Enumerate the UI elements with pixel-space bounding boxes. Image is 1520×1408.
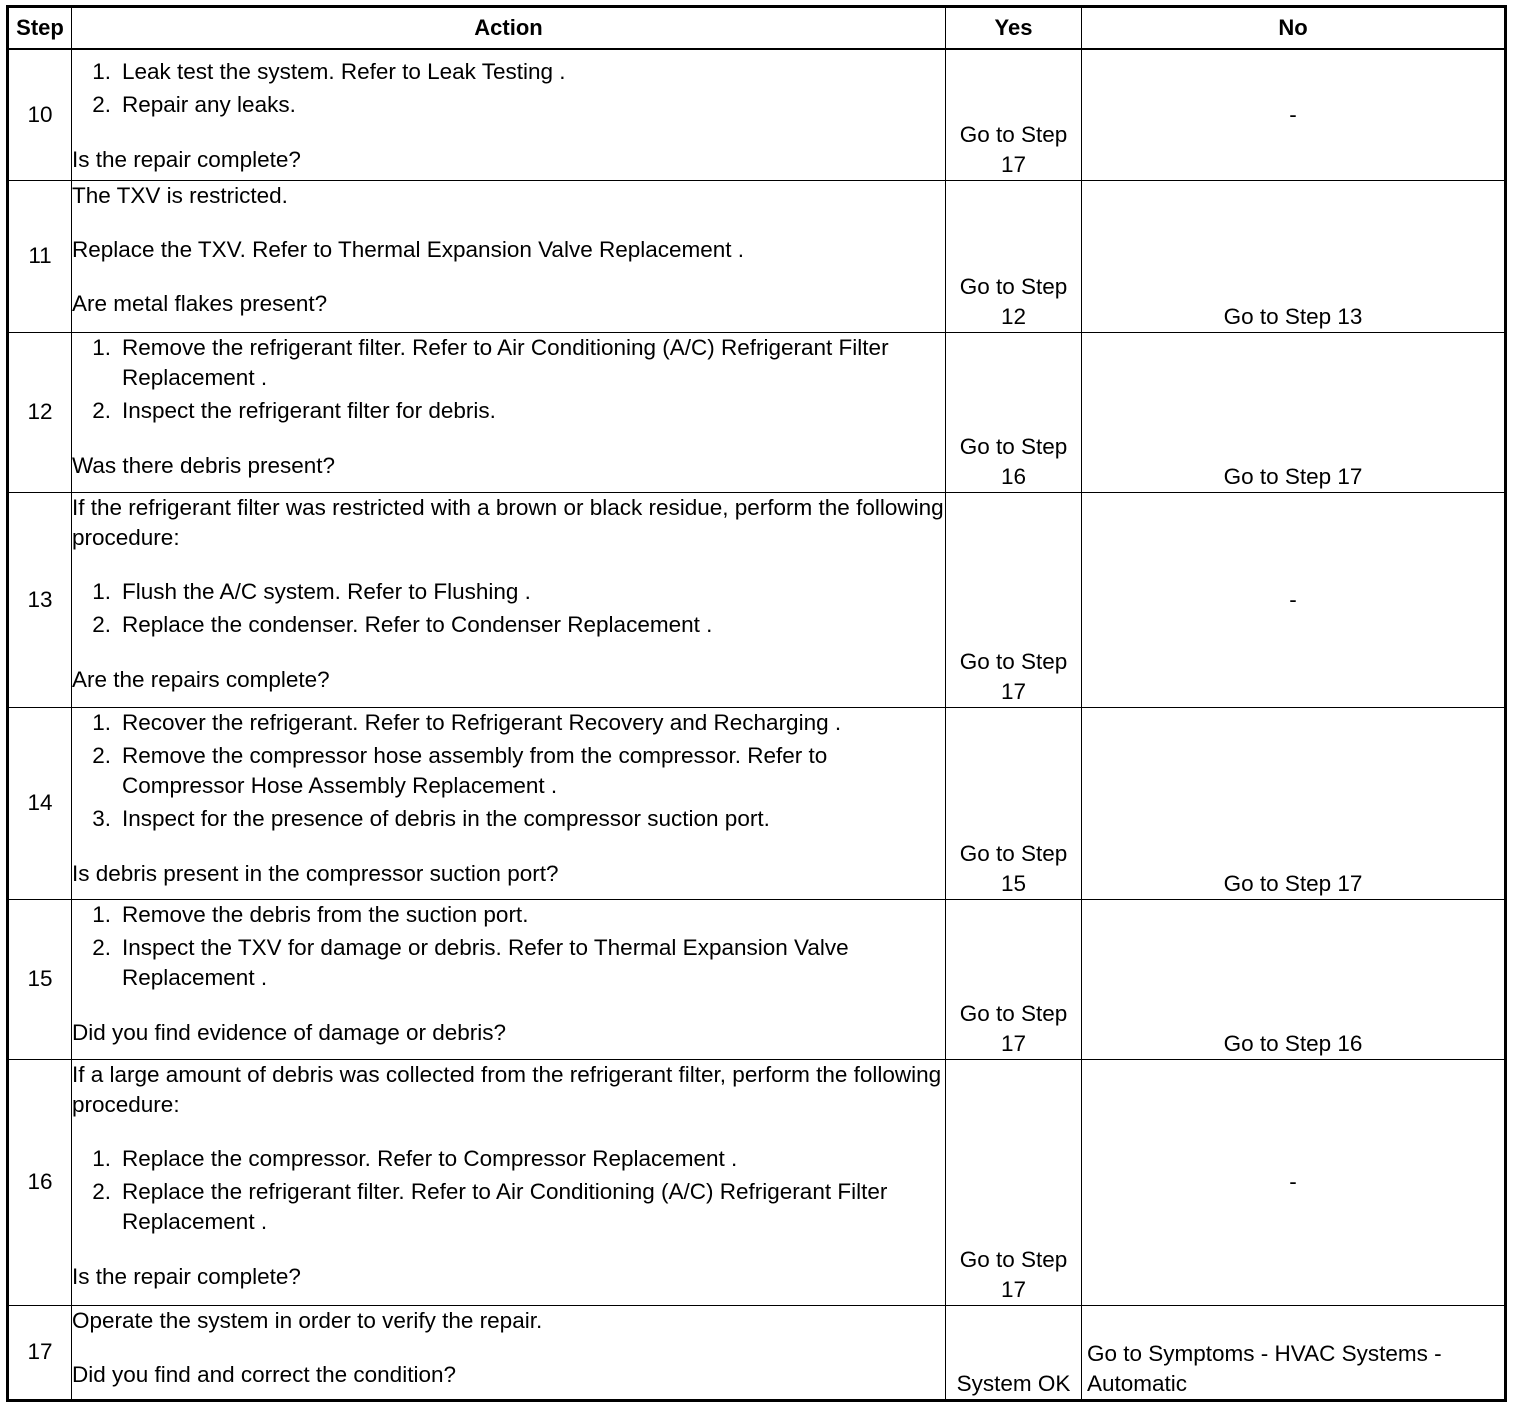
- table-row-step-12: [8, 332, 1506, 492]
- list-item: 2. Replace the condenser. Refer to Condenser Replacement .: [92, 611, 713, 637]
- list-item: 1. Remove the debris from the suction port.: [92, 901, 529, 927]
- list-item: 1. Remove the refrigerant filter. Refer to Air Conditioning (A/C) Refrigerant Filter Replacement .: [92, 334, 889, 390]
- header-step: Step: [8, 7, 72, 50]
- step-number: 11: [8, 180, 72, 332]
- yes-cell: Go to Step 15: [946, 707, 1082, 899]
- step-number: 10: [8, 49, 72, 180]
- intro-text: If the refrigerant filter was restricted with a brown or black residue, perform the following procedure:: [72, 494, 944, 550]
- table-row-step-14: [8, 707, 1506, 899]
- no-cell: -: [1082, 492, 1506, 707]
- action-cell: [72, 492, 946, 707]
- action-cell: [72, 332, 946, 492]
- header-yes: Yes: [946, 7, 1082, 50]
- yes-cell: Go to Step 16: [946, 332, 1082, 492]
- no-cell: -: [1082, 49, 1506, 180]
- action-cell: [72, 1059, 946, 1305]
- action-cell: [72, 707, 946, 899]
- no-cell: Go to Step 13: [1082, 180, 1506, 332]
- no-cell: Go to Step 17: [1082, 332, 1506, 492]
- list-item: 2. Replace the refrigerant filter. Refer to Air Conditioning (A/C) Refrigerant Filter Replacement .: [92, 1178, 888, 1234]
- question-text: Are the repairs complete?: [72, 666, 330, 692]
- no-cell: Go to Step 16: [1082, 899, 1506, 1059]
- yes-cell: Go to Step 17: [946, 1059, 1082, 1305]
- step-number: 13: [8, 492, 72, 707]
- list-item: 1. Flush the A/C system. Refer to Flushing .: [92, 578, 531, 604]
- table-row-step-16: [8, 1059, 1506, 1305]
- table-row-step-11: [8, 180, 1506, 332]
- yes-cell: Go to Step 17: [946, 492, 1082, 707]
- question-text: Was there debris present?: [72, 452, 336, 478]
- no-cell: Go to Symptoms - HVAC Systems - Automatic: [1082, 1305, 1506, 1400]
- question-text: Are metal flakes present?: [72, 290, 328, 316]
- question-text: Is debris present in the compressor suction port?: [72, 860, 559, 886]
- action-cell: [72, 1305, 946, 1400]
- action-cell: [72, 49, 946, 180]
- step-number: 12: [8, 332, 72, 492]
- list-item: 3. Inspect for the presence of debris in the compressor suction port.: [92, 805, 770, 831]
- yes-cell: System OK: [946, 1305, 1082, 1400]
- list-item: 1. Recover the refrigerant. Refer to Refrigerant Recovery and Recharging .: [92, 709, 842, 735]
- list-item: 1. Replace the compressor. Refer to Compressor Replacement .: [92, 1145, 738, 1171]
- action-cell: [72, 899, 946, 1059]
- question-text: Did you find evidence of damage or debris?: [72, 1019, 507, 1045]
- header-action: Action: [72, 7, 946, 50]
- header-no: No: [1082, 7, 1506, 50]
- step-number: 16: [8, 1059, 72, 1305]
- question-text: Is the repair complete?: [72, 1263, 301, 1289]
- no-cell: -: [1082, 1059, 1506, 1305]
- yes-cell: Go to Step 17: [946, 899, 1082, 1059]
- procedure-list: [72, 577, 945, 640]
- procedure-list: [72, 57, 945, 120]
- list-item: 1. Leak test the system. Refer to Leak Testing .: [92, 59, 566, 84]
- list-item: 2. Repair any leaks.: [92, 92, 296, 117]
- table-row-step-17: [8, 1305, 1506, 1400]
- list-item: 2. Inspect the TXV for damage or debris. Refer to Thermal Expansion Valve Replacement .: [92, 934, 849, 990]
- no-cell: Go to Step 17: [1082, 707, 1506, 899]
- procedure-list: [72, 708, 945, 834]
- intro-text: If a large amount of debris was collected from the refrigerant filter, perform the following procedure:: [72, 1061, 942, 1117]
- yes-cell: Go to Step 12: [946, 180, 1082, 332]
- table-row-step-15: [8, 899, 1506, 1059]
- question-text: Did you find and correct the condition?: [72, 1361, 456, 1387]
- yes-cell: Go to Step 17: [946, 49, 1082, 180]
- list-item: 2. Remove the compressor hose assembly from the compressor. Refer to Compressor Hose Assembly Replacement .: [92, 742, 828, 798]
- intro-text: The TXV is restricted.: [72, 182, 288, 208]
- step-number: 15: [8, 899, 72, 1059]
- list-item: 2. Inspect the refrigerant filter for debris.: [92, 397, 496, 423]
- step-number: 14: [8, 707, 72, 899]
- header-row: [8, 7, 1506, 50]
- question-text: Is the repair complete?: [72, 147, 301, 172]
- step-number: 17: [8, 1305, 72, 1400]
- action-cell: [72, 180, 946, 332]
- table-row-step-10: [8, 49, 1506, 180]
- procedure-list: [72, 333, 945, 426]
- intro-text: Operate the system in order to verify the repair.: [72, 1307, 543, 1333]
- procedure-list: [72, 1144, 945, 1237]
- table-row-step-13: [8, 492, 1506, 707]
- procedure-list: [72, 900, 945, 993]
- diagnostic-table: [6, 5, 1507, 1402]
- instruction-text: Replace the TXV. Refer to Thermal Expansion Valve Replacement .: [72, 236, 745, 262]
